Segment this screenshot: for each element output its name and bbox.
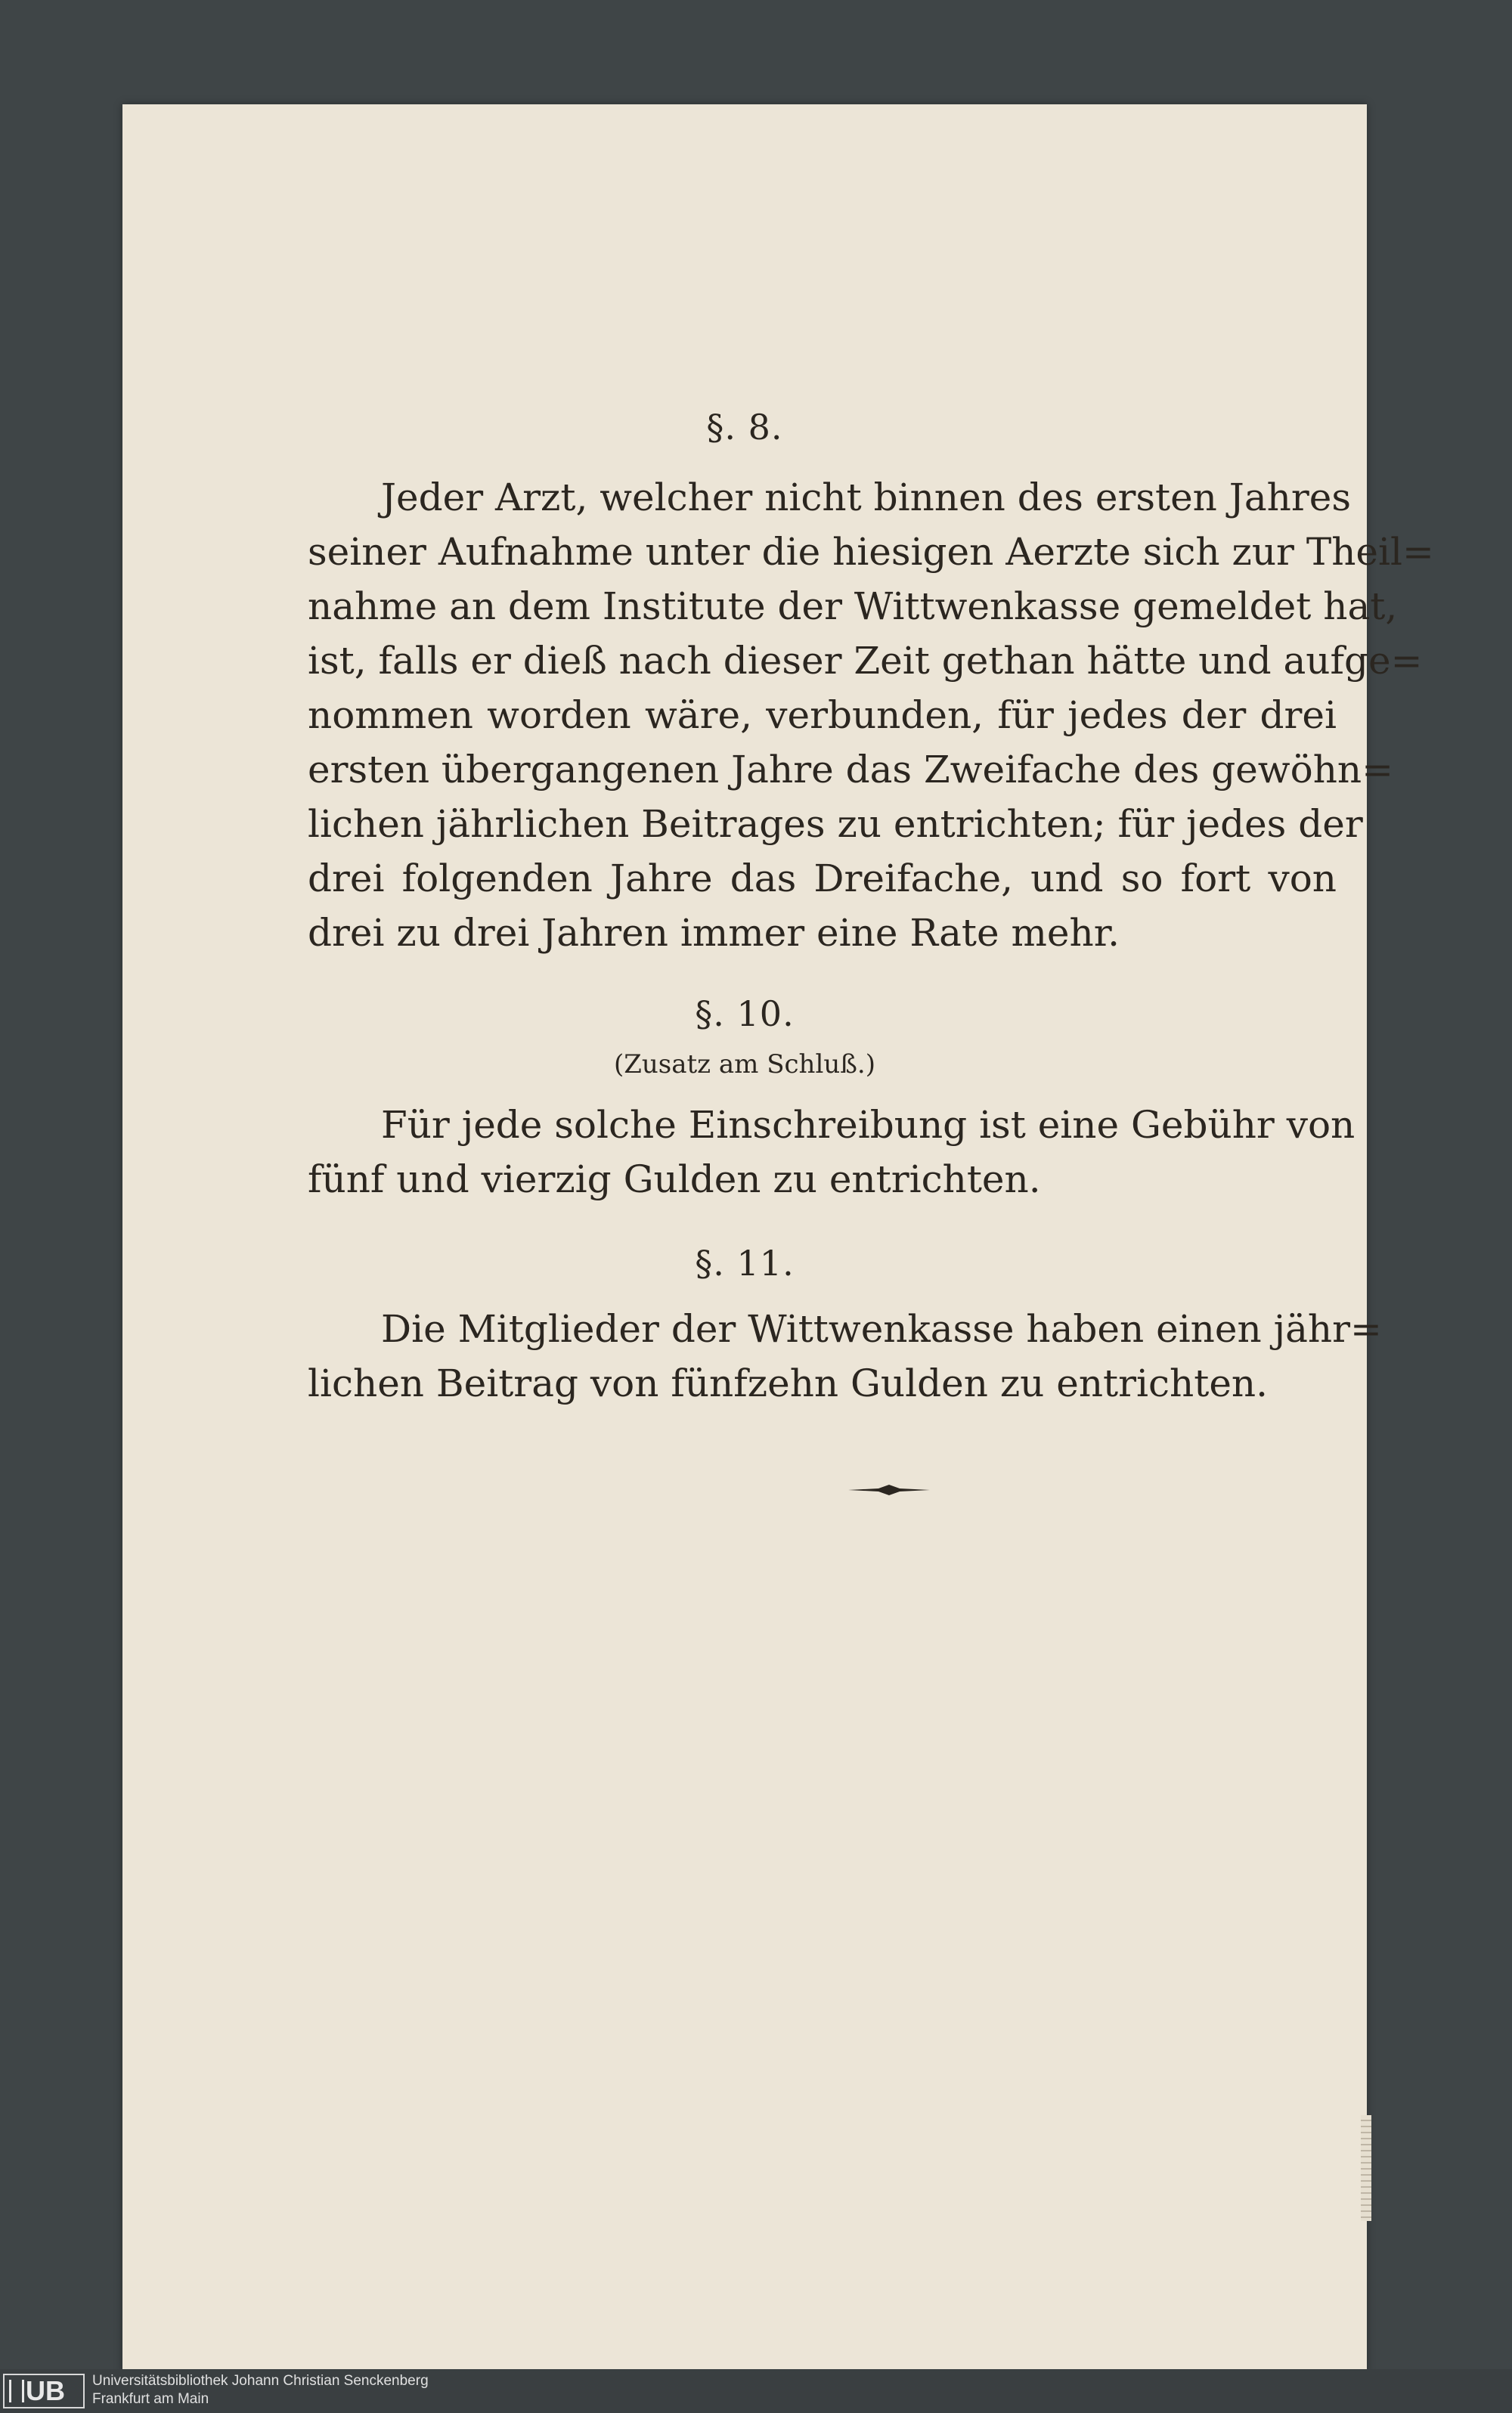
footer-bar [0, 2369, 1512, 2413]
section-8-line: nommen worden wäre, verbunden, für jedes der drei [308, 693, 1337, 737]
institution-name [92, 2372, 429, 2408]
section-8-line: ersten übergangenen Jahre das Zweifache des gewöhn= [308, 748, 1394, 791]
section-10-line: fünf und vierzig Gulden zu entrichten. [308, 1157, 1041, 1201]
section-8-line: drei folgenden Jahre das Dreifache, und so fort von [308, 856, 1337, 900]
section-11-heading: §. 11. [695, 1243, 795, 1284]
section-8-line: Jeder Arzt, welcher nicht binnen des ersten Jahres [381, 475, 1351, 519]
section-8-line: ist, falls er dieß nach dieser Zeit gethan hätte und aufge= [308, 639, 1423, 683]
ornament-divider-icon [848, 1483, 930, 1497]
logo-mark-icon [9, 2380, 24, 2402]
logo-text: UB [26, 2375, 65, 2406]
section-8-line: lichen jährlichen Beitrages zu entrichten; für jedes der [308, 802, 1363, 846]
section-10-heading: §. 10. [695, 993, 795, 1034]
institution-line-1: Universitätsbibliothek Johann Christian Senckenberg [92, 2373, 429, 2389]
section-10-line: Für jede solche Einschreibung ist eine Gebühr von [381, 1103, 1356, 1147]
section-10-subheading: (Zusatz am Schluß.) [614, 1049, 875, 1080]
section-8-heading: §. 8. [706, 407, 783, 448]
section-8-line: nahme an dem Institute der Wittwenkasse gemeldet hat, [308, 584, 1398, 628]
library-logo [3, 2374, 85, 2408]
document-page [122, 104, 1434, 2372]
section-11-line: lichen Beitrag von fünfzehn Gulden zu entrichten. [308, 1361, 1269, 1405]
section-8-line: seiner Aufnahme unter die hiesigen Aerzte sich zur Theil= [308, 530, 1434, 574]
section-8-line: drei zu drei Jahren immer eine Rate mehr. [308, 911, 1120, 955]
institution-line-2: Frankfurt am Main [92, 2391, 209, 2407]
section-11-line: Die Mitglieder der Wittwenkasse haben einen jähr= [381, 1307, 1382, 1351]
